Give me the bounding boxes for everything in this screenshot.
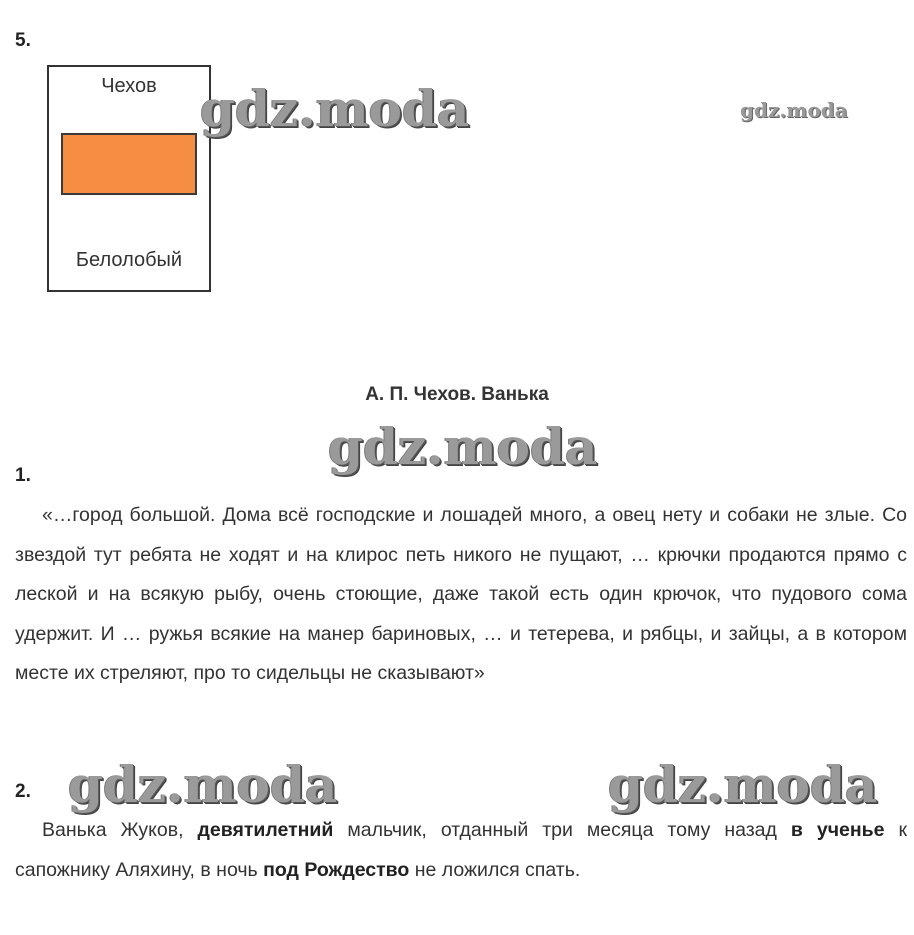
task2-text-part: мальчик, отданный три месяца тому назад <box>333 819 791 841</box>
watermark-logo: gdz.moda <box>200 79 470 138</box>
task-number-2: 2. <box>15 781 31 802</box>
task1-quote-paragraph <box>15 496 907 694</box>
watermark-logo: gdz.moda <box>608 755 878 814</box>
task2-text-part: не ложился спать. <box>409 858 581 881</box>
task2-bold-answer: девятилетний <box>197 819 334 841</box>
diagram-box <box>47 65 211 292</box>
task2-text-part: Ванька Жуков, <box>42 819 198 841</box>
task2-text-part: к сапожнику Аляхину, в ночь <box>15 819 908 881</box>
watermark-logo: gdz.moda <box>328 417 598 476</box>
diagram-top-label: Чехов <box>101 75 157 97</box>
diagram-color-rectangle <box>61 133 197 195</box>
diagram-bottom-label: Белолобый <box>75 249 183 271</box>
task-number-1: 1. <box>15 465 31 486</box>
section-heading: А. П. Чехов. Ванька <box>365 384 549 405</box>
task-number-5: 5. <box>15 30 31 51</box>
task2-bold-answer: под Рождество <box>263 858 410 881</box>
task1-quote-text: «…город большой. Дома всё господские и лошадей много, а овец нету и собаки не злые. Со звездой тут ребята не ходят и на клирос петь никого не пущают, … крючки продаются прямо с леской и на всякую рыбу, очень стоющие, даже такой есть один крючок, что пудового сома удержит. И … ружья всякие на манер бариновых, … и тетерева, и рябцы, и зайцы, а в котором месте их стреляют, про то сидельцы не сказывают» <box>15 504 907 684</box>
watermark-logo-small: gdz.moda <box>740 98 848 122</box>
watermark-logo: gdz.moda <box>68 755 338 814</box>
task2-answer-paragraph <box>15 811 907 890</box>
task2-bold-answer: в ученье <box>790 819 885 841</box>
